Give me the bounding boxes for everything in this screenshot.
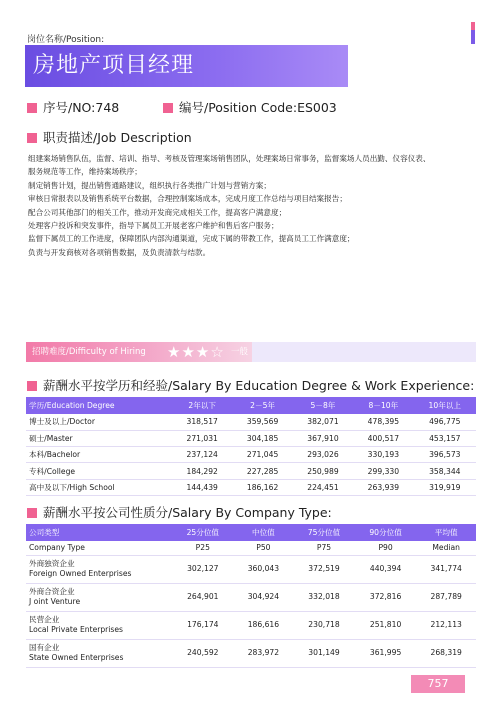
square-bullet-icon (27, 381, 37, 391)
duty-line: 负责与开发商核对各项销售数据，及负责清款与结款。 (28, 247, 211, 257)
position-code: 编号/Position Code:ES003 (163, 98, 337, 116)
table-row (26, 479, 476, 495)
column-header: 8－10年 (353, 397, 413, 414)
table-cell: 372,816 (355, 583, 417, 611)
table-header-row (26, 397, 476, 414)
education-salary-table (26, 397, 476, 496)
table-row (26, 430, 476, 446)
column-header: 学历/Education Degree (26, 397, 172, 414)
table-cell: 453,157 (414, 430, 476, 446)
table-cell: 330,193 (353, 447, 413, 463)
row-label (26, 611, 172, 639)
table-row (26, 447, 476, 463)
column-header: 平均值 (416, 524, 476, 541)
column-header: 2－5年 (232, 397, 292, 414)
duties-heading: 职责描述/Job Description (27, 128, 192, 146)
square-bullet-icon (27, 133, 37, 143)
table-cell: 240,592 (172, 639, 234, 667)
table-cell: 271,031 (172, 430, 232, 446)
table-cell: 299,330 (353, 463, 413, 479)
table-cell: 176,174 (172, 611, 234, 639)
table-cell: 144,439 (172, 479, 232, 495)
table-row (26, 611, 476, 639)
table-cell: 341,774 (416, 555, 476, 583)
table-cell: 302,127 (172, 555, 234, 583)
table-cell: 271,045 (232, 447, 292, 463)
table-cell: 319,919 (414, 479, 476, 495)
page-title: 房地产项目经理 (25, 45, 348, 87)
table-cell: 372,519 (293, 555, 355, 583)
row-label: 本科/Bachelor (26, 447, 172, 463)
row-label: 专科/College (26, 463, 172, 479)
table-cell: 360,043 (234, 555, 294, 583)
company-type-en: Foreign Owned Enterprises (29, 569, 132, 578)
row-label (26, 555, 172, 583)
table-row (26, 414, 476, 430)
table-cell: P50 (234, 541, 294, 555)
column-header: 10年以上 (414, 397, 476, 414)
star-rating-icon: ★★★☆ (167, 343, 225, 361)
table-cell: 212,113 (416, 611, 476, 639)
table-cell: 186,616 (234, 611, 294, 639)
page-number: 757 (411, 675, 465, 693)
table-row (26, 555, 476, 583)
company-type-en: Local Private Enterprises (29, 625, 124, 634)
table-cell: 359,569 (232, 414, 292, 430)
company-type-cn: 外商合资企业 (29, 586, 75, 596)
duty-line: 制定销售计划，提出销售通路建议，组织执行各类推广计划与营销方案； (28, 180, 271, 190)
table-cell: 237,124 (172, 447, 232, 463)
table-cell: 382,071 (293, 414, 353, 430)
company-type-cn: 国有企业 (29, 642, 60, 652)
column-header: 公司类型 (26, 524, 172, 541)
table-cell: 230,718 (293, 611, 355, 639)
table-cell: 224,451 (293, 479, 353, 495)
company-table-heading: 薪酬水平按公司性质分/Salary By Company Type: (27, 503, 332, 521)
table-cell: Median (416, 541, 476, 555)
table-cell: P75 (293, 541, 355, 555)
table-cell: P90 (355, 541, 417, 555)
column-header: 75分位值 (293, 524, 355, 541)
square-bullet-icon (163, 103, 173, 113)
table-cell: 186,162 (232, 479, 292, 495)
column-header: 90分位值 (355, 524, 417, 541)
table-header-row (26, 524, 476, 541)
table-cell: 304,924 (234, 583, 294, 611)
table-cell: 227,285 (232, 463, 292, 479)
position-label: 岗位名称/Position: (27, 35, 105, 45)
company-salary-table (26, 524, 476, 668)
company-type-cn: 外商独资企业 (29, 558, 75, 568)
column-header: 2年以下 (172, 397, 232, 414)
row-label: 硕士/Master (26, 430, 172, 446)
table-cell: 440,394 (355, 555, 417, 583)
table-cell: 264,901 (172, 583, 234, 611)
duty-line: 组建案场销售队伍，监督、培训、指导、考核及管理案场销售团队，处理案场日常事务，监督案场人员出勤、仪容仪表、 (28, 154, 431, 163)
table-row (26, 583, 476, 611)
duty-line: 配合公司其他部门的相关工作，推动开发商完成相关工作，提高客户满意度； (28, 207, 287, 217)
table-cell: 283,972 (234, 639, 294, 667)
row-label (26, 583, 172, 611)
table-row (26, 463, 476, 479)
row-label: 博士及以上/Doctor (26, 414, 172, 430)
row-label: Company Type (26, 541, 172, 555)
table-cell: 301,149 (293, 639, 355, 667)
table-cell: 268,319 (416, 639, 476, 667)
decor-stripe-pink (471, 22, 475, 30)
duty-line: 监督下属员工的工作进度，保障团队内部沟通渠道，完成下属的带教工作，提高员工工作满意度； (28, 234, 355, 244)
column-header: 中位值 (234, 524, 294, 541)
table-cell: 287,789 (416, 583, 476, 611)
serial-number: 序号/NO:748 (27, 98, 119, 116)
table-cell: 184,292 (172, 463, 232, 479)
table-cell: 367,910 (293, 430, 353, 446)
difficulty-level: 一般 (231, 347, 249, 357)
table-cell: 332,018 (293, 583, 355, 611)
table-cell: 496,775 (414, 414, 476, 430)
table-cell: 250,989 (293, 463, 353, 479)
duty-line: 审核日常报表以及销售系统平台数据，合理控制案场成本，完成月度工作总结与项目结案报告； (28, 194, 347, 204)
difficulty-label: 招聘难度/Difficulty of Hiring (32, 347, 146, 357)
table-cell: 251,810 (355, 611, 417, 639)
table-cell: 361,995 (355, 639, 417, 667)
edu-table-heading: 薪酬水平按学历和经验/Salary By Education Degree & Work Experience: (27, 376, 474, 394)
table-cell: 318,517 (172, 414, 232, 430)
table-cell: 400,517 (353, 430, 413, 446)
job-description (28, 152, 478, 259)
table-cell: 358,344 (414, 463, 476, 479)
square-bullet-icon (27, 103, 37, 113)
company-type-cn: 民营企业 (29, 614, 60, 624)
company-type-en: J oint Venture (29, 597, 81, 606)
table-row (26, 639, 476, 667)
company-type-en: State Owned Enterprises (29, 653, 124, 662)
table-cell: 478,395 (353, 414, 413, 430)
column-header: 5－8年 (293, 397, 353, 414)
row-label (26, 639, 172, 667)
row-label: 高中及以下/High School (26, 479, 172, 495)
table-cell: 263,939 (353, 479, 413, 495)
table-subheader-row (26, 541, 476, 555)
column-header: 25分位值 (172, 524, 234, 541)
difficulty-bar (26, 342, 476, 362)
table-cell: 396,573 (414, 447, 476, 463)
duty-line: 服务规范等工作，维持案场秩序； (28, 167, 142, 177)
decor-stripe-purple (471, 30, 475, 44)
table-cell: 293,026 (293, 447, 353, 463)
table-cell: 304,185 (232, 430, 292, 446)
table-cell: P25 (172, 541, 234, 555)
duty-line: 处理客户投诉和突发事件，指导下属员工开展老客户维护和售后客户服务； (28, 221, 279, 231)
square-bullet-icon (27, 508, 37, 518)
